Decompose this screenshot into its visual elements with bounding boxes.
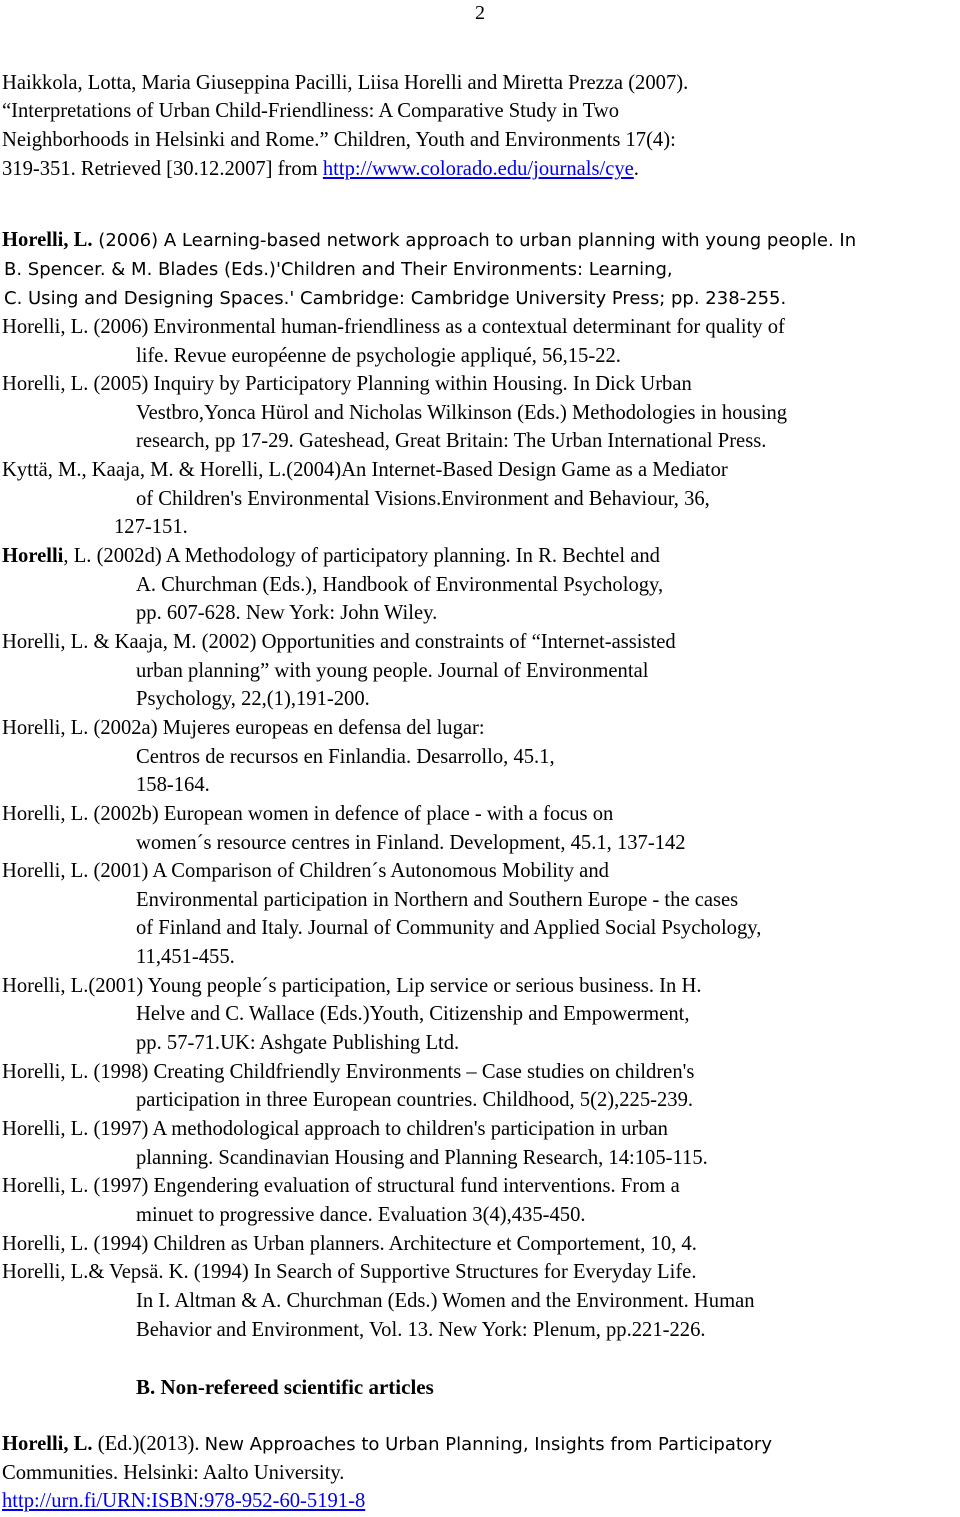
reference-line: of Finland and Italy. Journal of Community and Applied Social Psychology, xyxy=(136,917,762,939)
reference-line: Vestbro,Yonca Hürol and Nicholas Wilkinson (Eds.) Methodologies in housing xyxy=(136,402,788,424)
urn-link[interactable]: http://urn.fi/URN:ISBN:978-952-60-5191-8 xyxy=(2,1490,366,1512)
reference-line: research, pp 17-29. Gateshead, Great Britain: The Urban International Press. xyxy=(136,430,767,452)
reference-line: Centros de recursos en Finlandia. Desarrollo, 45.1, xyxy=(136,746,555,768)
reference-line xyxy=(2,1488,365,1514)
reference-line: urban planning” with young people. Journal of Environmental xyxy=(136,660,649,682)
reference-line: In I. Altman & A. Churchman (Eds.) Women and the Environment. Human xyxy=(136,1290,755,1312)
reference-line: Helve and C. Wallace (Eds.)Youth, Citizenship and Empowerment, xyxy=(136,1003,690,1025)
reference-line: of Children's Environmental Visions.Environment and Behaviour, 36, xyxy=(136,488,710,510)
reference-line: C. Using and Designing Spaces.' Cambridge: Cambridge University Press; pp. 238-255. xyxy=(4,288,787,309)
reference-line: Neighborhoods in Helsinki and Rome.” Children, Youth and Environments 17(4): xyxy=(2,129,676,151)
reference-line: Haikkola, Lotta, Maria Giuseppina Pacilli, Liisa Horelli and Miretta Prezza (2007). xyxy=(2,72,689,94)
reference-text: , L. (2002d) A Methodology of participatory planning. In R. Bechtel and xyxy=(63,545,660,567)
reference-line: Horelli, L. (1998) Creating Childfriendly Environments – Case studies on children's xyxy=(2,1061,695,1083)
reference-line: Horelli, L. (2001) A Comparison of Children´s Autonomous Mobility and xyxy=(2,860,609,882)
reference-text: (2006) A Learning-based network approach to urban planning with young people. In xyxy=(92,230,857,251)
reference-line: 158-164. xyxy=(136,774,210,796)
reference-line: Horelli, L. (1994) Children as Urban planners. Architecture et Comportement, 10, 4. xyxy=(2,1233,697,1255)
reference-line: Horelli, L. (1997) Engendering evaluation of structural fund interventions. From a xyxy=(2,1175,680,1197)
reference-line: Horelli, L. (2005) Inquiry by Participatory Planning within Housing. In Dick Urban xyxy=(2,373,692,395)
journal-link[interactable]: http://www.colorado.edu/journals/cye xyxy=(322,158,634,180)
reference-line: pp. 57-71.UK: Ashgate Publishing Ltd. xyxy=(136,1032,460,1054)
reference-line: Kyttä, M., Kaaja, M. & Horelli, L.(2004)An Internet-Based Design Game as a Mediator xyxy=(2,459,728,481)
reference-line: Horelli, L. (2002b) European women in defence of place - with a focus on xyxy=(2,803,614,825)
reference-line: A. Churchman (Eds.), Handbook of Environmental Psychology, xyxy=(136,574,664,596)
reference-line xyxy=(2,1431,772,1458)
reference-line: Behavior and Environment, Vol. 13. New York: Plenum, pp.221-226. xyxy=(136,1319,706,1341)
reference-line: life. Revue européenne de psychologie appliqué, 56,15-22. xyxy=(136,345,621,367)
author-name: Horelli xyxy=(2,545,64,567)
reference-line: Horelli, L. (1997) A methodological approach to children's participation in urban xyxy=(2,1118,668,1140)
reference-line xyxy=(2,543,660,569)
reference-line: Communities. Helsinki: Aalto University. xyxy=(2,1462,345,1484)
reference-line: participation in three European countries. Childhood, 5(2),225-239. xyxy=(136,1089,694,1111)
reference-line: 11,451-455. xyxy=(136,946,235,968)
page-number: 2 xyxy=(475,2,485,24)
reference-line: Horelli, L. (2002a) Mujeres europeas en defensa del lugar: xyxy=(2,717,485,739)
reference-line xyxy=(2,227,856,254)
reference-line: Horelli, L.& Vepsä. K. (1994) In Search of Supportive Structures for Everyday Life. xyxy=(2,1261,697,1283)
reference-line: planning. Scandinavian Housing and Planning Research, 14:105-115. xyxy=(136,1147,708,1169)
reference-title: New Approaches to Urban Planning, Insights from Participatory xyxy=(204,1434,772,1455)
reference-line: Environmental participation in Northern and Southern Europe - the cases xyxy=(136,889,739,911)
reference-text: 319-351. Retrieved [30.12.2007] from xyxy=(2,158,323,180)
reference-text: . xyxy=(633,158,639,180)
reference-line: Horelli, L. (2006) Environmental human-friendliness as a contextual determinant for quality of xyxy=(2,316,785,338)
section-heading: B. Non-refereed scientific articles xyxy=(136,1375,434,1399)
reference-line: minuet to progressive dance. Evaluation 3(4),435-450. xyxy=(136,1204,586,1226)
reference-line: women´s resource centres in Finland. Development, 45.1, 137-142 xyxy=(136,832,686,854)
reference-line: 127-151. xyxy=(114,516,188,538)
reference-line xyxy=(2,156,639,182)
reference-line: Psychology, 22,(1),191-200. xyxy=(136,688,370,710)
reference-line: Horelli, L. & Kaaja, M. (2002) Opportunities and constraints of “Internet-assisted xyxy=(2,631,676,653)
reference-line: B. Spencer. & M. Blades (Eds.)'Children and Their Environments: Learning, xyxy=(4,259,673,280)
reference-line: “Interpretations of Urban Child-Friendliness: A Comparative Study in Two xyxy=(2,100,620,122)
reference-line: Horelli, L.(2001) Young people´s participation, Lip service or serious business. In H. xyxy=(2,975,702,997)
reference-line: pp. 607-628. New York: John Wiley. xyxy=(136,602,438,624)
reference-text: (Ed.)(2013). xyxy=(92,1433,205,1455)
author-name: Horelli, L. xyxy=(2,1433,93,1455)
author-name: Horelli, L. xyxy=(2,229,93,251)
